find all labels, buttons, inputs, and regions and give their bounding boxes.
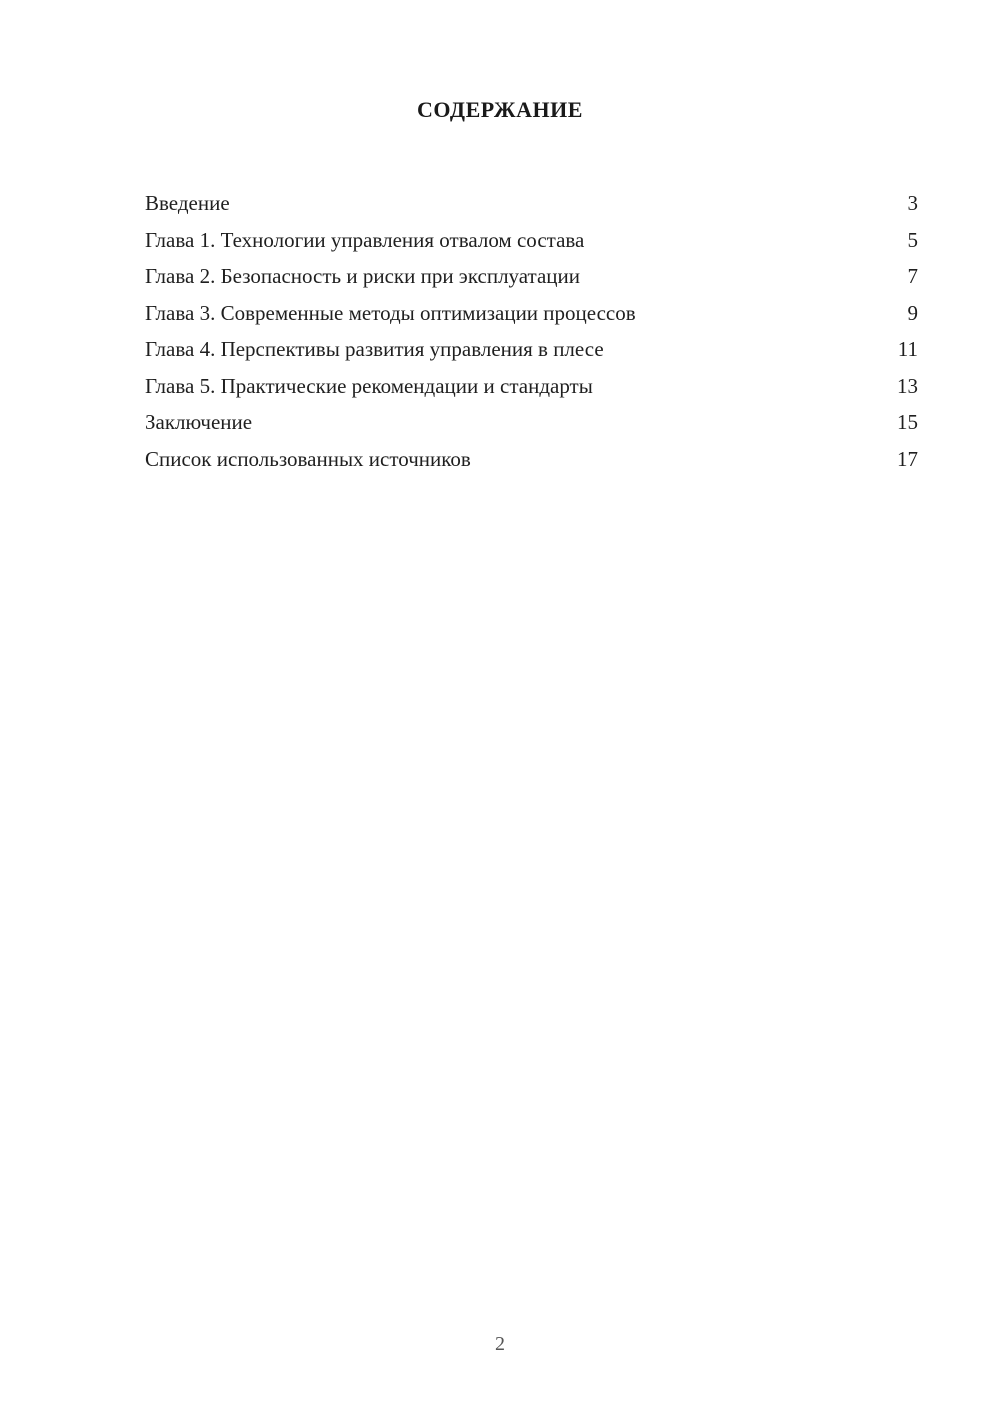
toc-entry bbox=[145, 368, 918, 405]
toc-entry-page: 9 bbox=[907, 300, 918, 325]
toc-entry-page: 17 bbox=[897, 446, 918, 471]
toc-entry bbox=[145, 185, 918, 222]
toc-entry-page: 3 bbox=[907, 191, 918, 215]
footer-page-number: 2 bbox=[495, 1333, 505, 1355]
toc-entry bbox=[145, 331, 918, 368]
toc-entry-page: 5 bbox=[907, 227, 918, 252]
toc-entry-label: Глава 3. Современные методы оптимизации процессов bbox=[145, 300, 636, 325]
toc-entry bbox=[145, 222, 918, 259]
toc-entry-label: Список использованных источников bbox=[145, 446, 471, 471]
toc-entry bbox=[145, 295, 918, 332]
toc-entry-label: Глава 1. Технологии управления отвалом состава bbox=[145, 227, 585, 252]
toc-entry-page: 13 bbox=[897, 373, 918, 398]
toc-entry-label: Глава 2. Безопасность и риски при эксплуатации bbox=[145, 264, 581, 288]
toc-entry-label: Введение bbox=[145, 191, 230, 215]
toc-entry-label: Глава 4. Перспективы развития управления в плесе bbox=[145, 337, 604, 361]
toc-entry bbox=[145, 258, 918, 295]
toc-entry-page: 11 bbox=[897, 337, 918, 361]
page-title: СОДЕРЖАНИЕ bbox=[417, 97, 583, 122]
toc-entry bbox=[145, 441, 918, 478]
toc-entry bbox=[145, 404, 918, 441]
toc-entry-page: 15 bbox=[897, 410, 918, 434]
toc-entry-label: Глава 5. Практические рекомендации и стандарты bbox=[145, 373, 593, 398]
toc-entry-label: Заключение bbox=[145, 410, 253, 434]
toc-entry-page: 7 bbox=[907, 264, 918, 288]
table-of-contents bbox=[145, 185, 918, 477]
